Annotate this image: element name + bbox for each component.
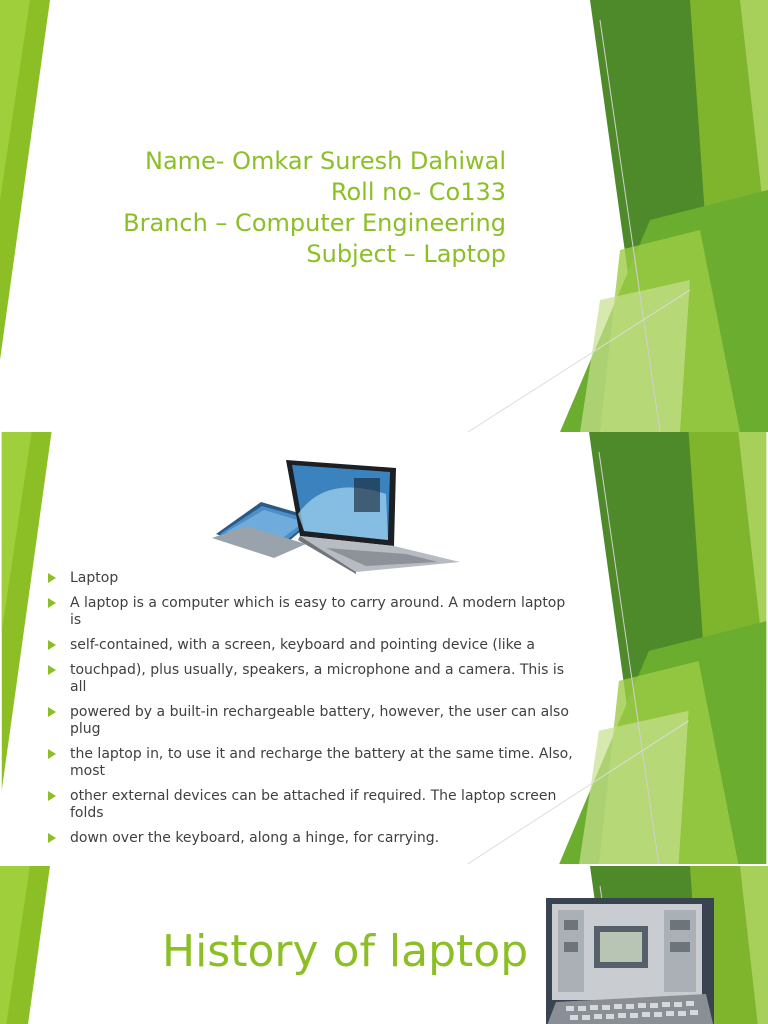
bullet-item: self-contained, with a screen, keyboard and pointing device (like a xyxy=(48,637,576,654)
laptop-image xyxy=(206,454,468,574)
title-name: Name- Omkar Suresh Dahiwal xyxy=(144,147,506,175)
bullet-arrow-icon xyxy=(48,707,56,717)
bullet-arrow-icon xyxy=(48,791,56,801)
bullet-arrow-icon xyxy=(48,598,56,608)
bullet-item: touchpad), plus usually, speakers, a microphone and a camera. This is all xyxy=(48,662,576,696)
bullet-item: A laptop is a computer which is easy to carry around. A modern laptop is xyxy=(48,595,576,629)
bullet-arrow-icon xyxy=(48,749,56,759)
bullet-list xyxy=(48,570,576,855)
slide-3 xyxy=(0,866,768,1024)
bullet-arrow-icon xyxy=(48,833,56,843)
slide-1 xyxy=(0,0,768,432)
slide-2 xyxy=(0,432,768,866)
title-branch: Branch – Computer Engineering xyxy=(123,209,506,237)
bullet-arrow-icon xyxy=(48,640,56,650)
title-roll-no: Roll no- Co133 xyxy=(330,178,506,206)
slide-1-title-block xyxy=(123,146,506,270)
bullet-item: Laptop xyxy=(48,570,576,587)
bullet-item: down over the keyboard, along a hinge, for carrying. xyxy=(48,830,576,847)
vintage-portable-computer-image xyxy=(546,898,714,1024)
bullet-arrow-icon xyxy=(48,573,56,583)
bullet-item: the laptop in, to use it and recharge the battery at the same time. Also, most xyxy=(48,746,576,780)
bullet-item: other external devices can be attached if required. The laptop screen folds xyxy=(48,788,576,822)
bullet-arrow-icon xyxy=(48,665,56,675)
slide-3-title: History of laptop xyxy=(162,926,529,977)
bullet-item: powered by a built-in rechargeable battery, however, the user can also plug xyxy=(48,704,576,738)
title-subject: Subject – Laptop xyxy=(306,240,506,268)
